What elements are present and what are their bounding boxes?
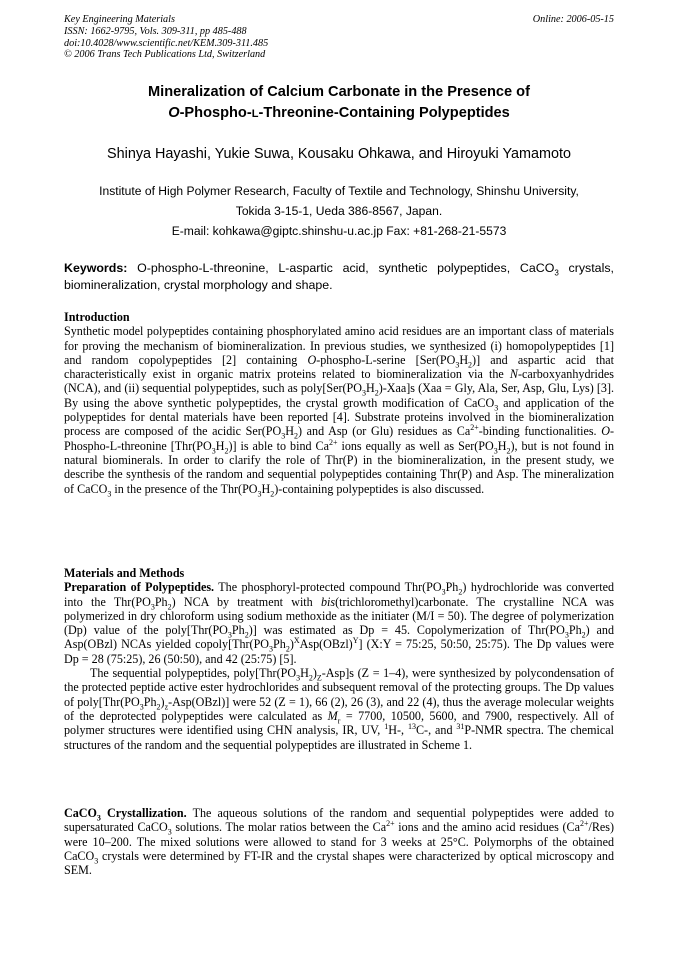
online-date: Online: 2006-05-15 [532,14,614,25]
keywords-label: Keywords: [64,261,128,275]
crystallization-paragraph: CaCO$_3$ Crystallization. The aqueous solutions of the random and sequential polypeptides were added to supersaturated CaCO$_3$ solutions. The molar ratios between the $Ca^{2+}$ ions and the amino acid residues $(Ca^{2+}/Res)$ were 10–200. The mixed solutions were allowed to stand for 3 weeks at 25°C. Polymorphs of the obtained CaCO$_3$ crystals were determined by FT-IR and the crystal shapes were characterized by optical microscopy and SEM. [64,806,615,878]
title-small-cap: L [251,108,259,120]
keywords [64,260,614,294]
keywords-sub: 3 [554,268,559,278]
keywords-text-b: crystals, biomineralization, crystal morphology and shape. [64,261,614,292]
affiliation [64,181,614,241]
author-list: Shinya Hayashi, Yukie Suwa, Kousaku Ohkawa, and Hiroyuki Yamamoto [107,146,571,162]
title-text-a: -Phospho- [179,105,252,121]
title-text-b: -Threonine-Containing Polypeptides [258,105,510,121]
affiliation-line-1: Institute of High Polymer Research, Faculty of Textile and Technology, Shinshu University, [99,184,579,198]
methods-section [64,566,614,752]
affiliation-line-2: Tokida 3-15-1, Ueda 386-8567, Japan. [235,204,443,218]
crystallization-run-head: CaCO$_3$ Crystallization. [64,806,187,823]
introduction-paragraph: Synthetic model polypeptides containing phosphorylated amino acid residues are an important class of materials for proving the mechanism of biomineralization. In previous studies, we synthesized (i) homopolypeptides [1] and random copolypeptides [2] containing O-phospho-L-serine $[Ser(PO_3H_2)]$ and aspartic acid that characteristically exist in organic matrix proteins related to biomineralization via the N-carboxyanhydrides (NCA), and (ii) sequential polypeptides, such as $poly[Ser(PO_3H_2)-Xaa]s$ (Xaa = Gly, Ala, Ser, Asp, Glu, Lys) [3]. By using the above synthetic polypeptides, the crystal growth modification of CaCO$_3$ and application of the polypeptides for dental materials have been reported [4]. Substrate proteins involved in the biomineralization process are composed of the acidic $Ser(PO_3H_2)$ and Asp (or Glu) residues as $Ca^{2+}$-binding functionalities. O-Phospho-L-threonine $[Thr(PO_3H_2)]$ is able to bind $Ca^{2+}$ ions equally as well as $Ser(PO_3H_2)$, but is not found in natural biominerals. In order to clarify the role of Thr(P) in the biomineralization, in the present study, we describe the synthesis of the random and sequential polypeptides containing Thr(P) and Asp. The mineralization of CaCO$_3$ in the presence of the $Thr(PO_3H_2)$-containing polypeptides is also discussed. [64,324,614,498]
copyright-line: © 2006 Trans Tech Publications Ltd, Switzerland [64,49,266,61]
journal-name: Key Engineering Materials [64,14,175,25]
introduction-heading: Introduction [64,310,130,324]
affiliation-line-3: E-mail: kohkawa@giptc.shinshu-u.ac.jp Fax: +81-268-21-5573 [171,224,507,238]
crystallization-section [64,806,614,877]
issn-line: ISSN: 1662-9795, Vols. 309-311, pp 485-488 [64,25,247,37]
title-line-2 [64,103,614,125]
title-line-1: Mineralization of Calcium Carbonate in the Presence of [148,84,530,100]
preparation-paragraph: Preparation of Polypeptides. The phosphoryl-protected compound $Thr(PO_3Ph_2)$ hydrochloride was converted into the $Thr(PO_3Ph_2)$ NCA by treatment with bis(trichloromethyl)carbonate. The crystalline NCA was polymerized in dry chloroform using sodium methoxide as the initiater (M/I = 50). The degree of polymerization (Dp) value of the $poly[Thr(PO_3Ph_2)]$ was estimated as Dp = 45. Copolymerization of $Thr(PO_3Ph_2)$ and Asp(OBzl) NCAs yielded $copoly[Thr(PO_3Ph_2)^XAsp(OBzl)^Y]$ (X:Y = 75:25, 50:50, 25:75). The Dp values were Dp = 28 (75:25), 26 (50:50), and 42 (25:75) [5]. [64,580,615,666]
title-italic-o: O [168,105,180,121]
methods-heading: Materials and Methods [64,566,185,580]
journal-header [64,14,614,61]
paper-title [64,82,614,125]
doi-line[interactable]: doi:10.4028/www.scientific.net/KEM.309-311.485 [64,37,269,49]
introduction-section [64,310,614,496]
keywords-text-a: O-phospho-L-threonine, L-aspartic acid, synthetic polypeptides, CaCO [137,261,555,275]
preparation-run-head: Preparation of Polypeptides. [64,580,215,595]
sequential-paragraph: The sequential polypeptides, $poly[Thr(PO_3H_2)_Z-Asp]s$ (Z = 1–4), were synthesized by polycondensation of the protected peptide active ester hydrochlorides and subsequent removal of the protecting groups. The Dp values of $poly[Thr(PO_3Ph_2)_z-Asp(OBzl)]$ were 52 (Z = 1), 66 (2), 26 (3), and 22 (4), thus the average molecular weights of the deprotected polypeptides were calculated as $M_r = 7700$, 10500, 5600, and 7900, respectively. All of polymer structures were identified using CHN analysis, IR, UV, $^1$H-, $^{13}$C-, and $^{31}$P-NMR spectra. The chemical structures of the random and the sequential polypeptides are illustrated in Scheme 1. [64,666,614,752]
